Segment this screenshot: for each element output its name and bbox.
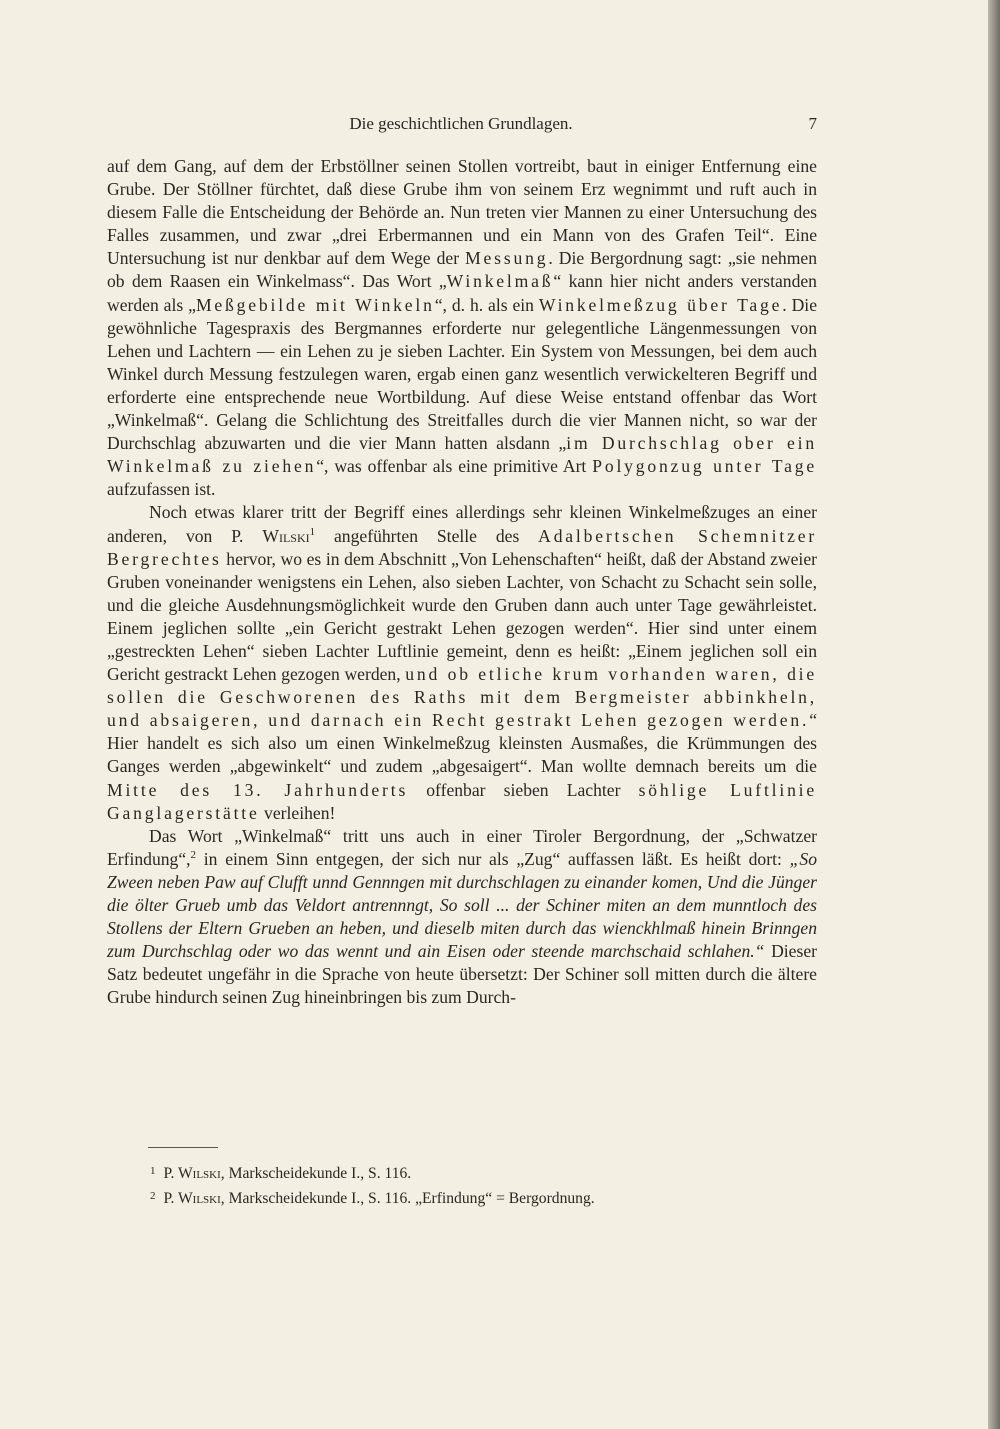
- footnotes: [150, 1160, 810, 1210]
- paragraph-1: [107, 155, 817, 501]
- author-name: Wilski: [262, 525, 310, 546]
- spaced-term: Polygonzug unter Tage: [592, 456, 818, 477]
- text-run: angeführten Stelle des: [315, 525, 539, 546]
- footnote-mark: 1: [150, 1165, 156, 1177]
- footnote-1: [150, 1160, 810, 1185]
- spaced-term: Winkelmaß: [446, 271, 554, 292]
- text-run: hervor, wo es in dem Abschnitt „Von Lehenschaften“ heißt, daß der Abstand zweier Gruben voneinander wenigstens ein Lehen, also sieben Lachter, von Schacht zu Schacht sein solle, und die gleiche Ausdehnungsmöglichkeit wurde den Gruben dann auch unter Tage gewährleistet. Einem jeglichen sollte „ein Gericht gestrakt Lehen gezogen werden“. Hier sind unter einem „gestreckten Lehen“ sieben Lachter Luftlinie gemeint, denn es heißt: „Einem jeglichen soll ein Gericht gestrackt Lehen gezogen werden,: [107, 548, 817, 685]
- text-run: . Die Bergordnung sagt: „sie nehmen ob dem Raasen ein Winkelmass“. Das Wort „: [107, 248, 818, 292]
- paragraph-2: [107, 501, 817, 824]
- text-run: aufzufassen ist.: [107, 479, 216, 500]
- page-number: 7: [808, 114, 817, 133]
- text-run: Dieser Satz bedeutet ungefähr in die Sprache von heute übersetzt: Der Schiner soll mitten durch die ältere Grube hindurch seinen Zug hineinbringen bis zum Durch-: [107, 941, 817, 1008]
- footnote-text: Markscheidekunde I., S. 116.: [224, 1165, 412, 1182]
- author-name: P. Wilski,: [163, 1165, 225, 1182]
- text-run: offenbar sieben Lachter: [408, 779, 639, 800]
- footnote-ref[interactable]: 2: [190, 848, 197, 861]
- footnote-2: [150, 1185, 810, 1210]
- spaced-term: Messung: [465, 248, 549, 269]
- paragraph-3: [107, 825, 817, 1010]
- running-title: Die geschichtlichen Grundlagen.: [349, 114, 573, 133]
- page-header: [105, 114, 817, 138]
- footnote-mark: 2: [150, 1190, 156, 1202]
- text-run: “, was offenbar als eine primitive Art: [316, 456, 593, 477]
- text-run: in einem Sinn entgegen, der sich nur als „Zug“ auffassen läßt. Es heißt dort:: [196, 848, 790, 869]
- footnote-text: Markscheidekunde I., S. 116. „Erfindung“ = Bergordnung.: [224, 1190, 595, 1207]
- spaced-term: söhlige Luftlinie Ganglagerstätte: [107, 779, 818, 823]
- spaced-term: im Durchschlag ober ein Winkelmaß zu ziehen: [107, 433, 817, 477]
- text-run: “ Hier handelt es sich also um einen Winkelmeßzug kleinsten Ausmaßes, die Krümmungen des Ganges werden „abgewinkelt“ und zudem „abgesaigert“. Man wollte demnach bereits um die: [107, 710, 817, 777]
- body-text: [107, 155, 817, 1009]
- page-edge: [988, 0, 1000, 1429]
- text-run: Noch etwas klarer tritt der Begriff eines allerdings sehr kleinen Winkelmeßzuges an einer anderen, von P.: [107, 502, 817, 546]
- author-name: P. Wilski,: [163, 1190, 225, 1207]
- spaced-term: Adalbertschen Schemnitzer Bergrechtes: [107, 525, 817, 569]
- spaced-term: Mitte des 13. Jahrhunderts: [107, 779, 409, 800]
- spaced-term: Meßgebilde mit Winkeln: [195, 294, 435, 315]
- text-run: verleihen!: [259, 802, 336, 823]
- text-run: “ kann hier nicht anders verstanden werden als „: [107, 271, 817, 315]
- footnote-divider: [148, 1147, 218, 1148]
- spaced-term: Winkelmeßzug über Tage: [538, 294, 783, 315]
- fraktur-quote: „So Zween neben Paw auf Clufft unnd Gennngen mit durchschlagen zu einander komen, Und die Jünger die ölter Grueb umb das Veldort antrennngt, So soll ... der Schiner miten an dem munntloch des Stollens der Eltern Grueben an heben, und dieselb miten durch das wienckhlmaß hinein Brinngen zum Durchschlag oder wo das wennt und ain Eisen oder steende marchschaid schlahen.“: [107, 848, 817, 962]
- text-run: Das Wort „Winkelmaß“ tritt uns auch in einer Tiroler Bergordnung, der „Schwatzer Erfindung“,: [107, 825, 817, 869]
- text-run: auf dem Gang, auf dem der Erbstöllner seinen Stollen vortreibt, baut in einiger Entfernung eine Grube. Der Stöllner fürchtet, daß diese Grube ihm von seinem Erz wegnimmt und ruft auch in diesem Falle die Entscheidung der Behörde an. Nun treten vier Mannen zu einer Untersuchung des Falles zusammen, und zwar „drei Erbermannen und ein Mann von des Grafen Teil“. Eine Untersuchung ist nur denkbar auf dem Wege der: [107, 156, 817, 269]
- text-run: . Die gewöhnliche Tagespraxis des Bergmannes erforderte nur gelegentliche Längenmessungen von Lehen und Lachtern — ein Lehen zu je sieben Lachter. Ein System von Messungen, bei dem auch Winkel durch Messung festzulegen waren, ergab einen ganz wesentlich verwickelteren Begriff und erforderte eine entsprechende neue Wortbildung. Auf diese Weise entstand offenbar das Wort „Winkelmaß“. Gelang die Schlichtung des Streitfalles durch die vier Mannen nicht, so war der Durchschlag abzuwarten und die vier Mann hatten alsdann „: [107, 294, 817, 454]
- footnote-ref[interactable]: 1: [309, 525, 316, 538]
- spaced-quote: und ob etliche krum vorhanden waren, die sollen die Geschworenen des Raths mit dem Bergmeister abbinkheln, und absaigeren, und darnach ein Recht gestrakt Lehen gezogen werden.: [107, 664, 818, 731]
- text-run: “, d. h. als ein: [434, 294, 539, 315]
